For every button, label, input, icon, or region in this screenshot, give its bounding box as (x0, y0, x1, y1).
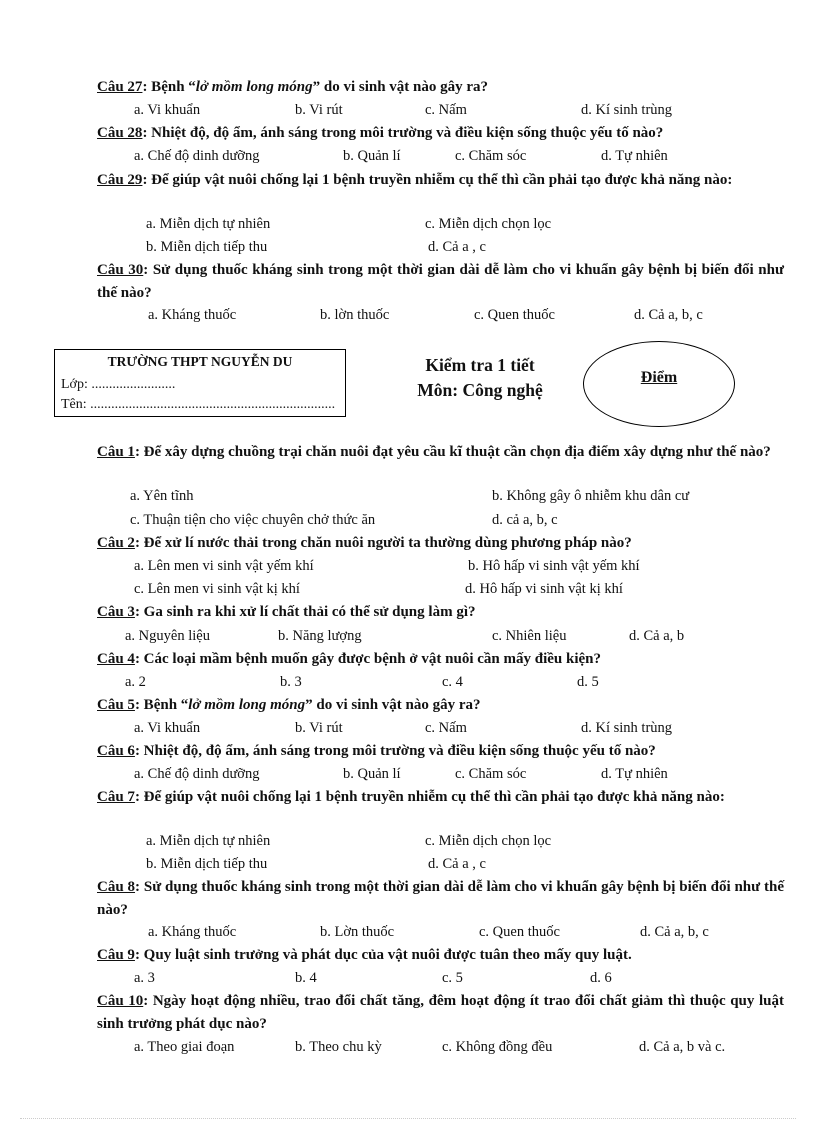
option[interactable]: d. Cả a, b và c. (639, 1039, 726, 1055)
question-6: Câu 6: Nhiệt độ, độ ẩm, ánh sáng trong môi trường và điều kiện sống thuộc yếu tố nào? (97, 743, 656, 759)
option[interactable]: c. 4 (442, 674, 463, 690)
question-3: Câu 3: Ga sinh ra khi xử lí chất thải có thể sử dụng làm gì? (97, 604, 476, 620)
option[interactable]: c. Quen thuốc (479, 924, 560, 940)
options-7b (0, 853, 700, 876)
option[interactable]: a. Kháng thuốc (148, 924, 237, 940)
option[interactable]: c. Miễn dịch chọn lọc (425, 833, 552, 849)
question-2: Câu 2: Để xử lí nước thải trong chăn nuôi người ta thường dùng phương pháp nào? (97, 535, 632, 551)
option[interactable]: c. Miễn dịch chọn lọc (425, 216, 552, 232)
option[interactable]: c. Không đồng đều (442, 1039, 553, 1055)
option[interactable]: d. Cả a , c (428, 239, 486, 255)
question-4: Câu 4: Các loại mầm bệnh muốn gây được bệnh ở vật nuôi cần mấy điều kiện? (97, 651, 602, 667)
option[interactable]: a. Vi khuẩn (134, 102, 201, 118)
option[interactable]: b. Quản lí (343, 148, 401, 164)
option[interactable]: b. Miễn dịch tiếp thu (146, 239, 268, 255)
option[interactable]: a. Lên men vi sinh vật yếm khí (134, 558, 314, 574)
options-7a (0, 830, 700, 853)
question-10: Câu 10: Ngày hoạt động nhiều, trao đổi chất tăng, đêm hoạt động ít trao đổi chất giảm thì thuộc quy luật sinh trưởng phát dục nào? (97, 993, 784, 1032)
option[interactable]: a. Chế độ dinh dưỡng (134, 766, 260, 782)
option[interactable]: b. lờn thuốc (320, 307, 390, 323)
question-5: Câu 5: Bệnh “lở mồm long móng” do vi sinh vật nào gây ra? (97, 697, 481, 713)
exam-title: Kiểm tra 1 tiết (425, 355, 535, 375)
option[interactable]: b. Quản lí (343, 766, 401, 782)
options-1b (0, 509, 700, 532)
score-label: Điểm (640, 369, 678, 386)
options-9 (0, 967, 700, 990)
options-4 (0, 671, 700, 694)
options-30 (0, 304, 703, 327)
options-1a (0, 485, 700, 508)
options-2b (0, 578, 700, 601)
option[interactable]: b. Năng lượng (278, 628, 362, 644)
score-oval[interactable] (583, 341, 735, 427)
question-7: Câu 7: Để giúp vật nuôi chống lại 1 bệnh truyền nhiễm cụ thể thì cần phải tạo được khả năng nào: (97, 789, 725, 805)
option[interactable]: a. 2 (125, 674, 146, 690)
options-5 (0, 717, 700, 740)
option[interactable]: c. Nhiên liệu (492, 628, 567, 644)
school-name: TRƯỜNG THPT NGUYỄN DU (107, 354, 293, 369)
option[interactable]: b. Lờn thuốc (320, 924, 395, 940)
option[interactable]: d. Cả a , c (428, 856, 486, 872)
option[interactable]: c. Nấm (425, 720, 467, 736)
options-29a (0, 213, 700, 236)
option[interactable]: d. cả a, b, c (492, 512, 558, 528)
option[interactable]: b. Không gây ô nhiễm khu dân cư (492, 488, 690, 504)
option[interactable]: d. Cả a, b (629, 628, 685, 644)
question-30: Câu 30: Sử dụng thuốc kháng sinh trong một thời gian dài dễ làm cho vi khuẩn gây bệnh bị biến đổi như thế nào? (97, 262, 784, 301)
option[interactable]: a. Chế độ dinh dưỡng (134, 148, 260, 164)
option[interactable]: c. Chăm sóc (455, 766, 527, 782)
option[interactable]: c. Thuận tiện cho việc chuyên chở thức ăn (130, 512, 376, 528)
options-6 (0, 763, 700, 786)
option[interactable]: d. Cả a, b, c (640, 924, 709, 940)
option[interactable]: d. Tự nhiên (601, 148, 668, 164)
option[interactable]: a. Kháng thuốc (148, 307, 237, 323)
option[interactable]: d. Kí sinh trùng (581, 102, 673, 118)
option[interactable]: c. Quen thuốc (474, 307, 555, 323)
option[interactable]: d. Kí sinh trùng (581, 720, 673, 736)
option[interactable]: d. 5 (577, 674, 599, 690)
class-field[interactable]: Lớp: ........................ (61, 377, 176, 392)
option[interactable]: b. Vi rút (295, 720, 343, 736)
question-27: Câu 27: Bệnh “lở mồm long móng” do vi sinh vật nào gây ra? (97, 79, 489, 95)
option[interactable]: a. Nguyên liệu (125, 628, 210, 644)
question-28: Câu 28: Nhiệt độ, độ ẩm, ánh sáng trong môi trường và điều kiện sống thuộc yếu tố nào? (97, 125, 664, 141)
options-10 (0, 1036, 726, 1059)
option[interactable]: b. 4 (295, 970, 317, 986)
exam-subject: Môn: Công nghệ (417, 380, 543, 400)
option[interactable]: a. Miễn dịch tự nhiên (146, 833, 271, 849)
option[interactable]: d. Hô hấp vi sinh vật kị khí (465, 581, 623, 597)
options-27 (0, 99, 700, 122)
option[interactable]: a. Yên tĩnh (130, 488, 194, 504)
options-29b (0, 236, 700, 259)
options-2a (0, 555, 700, 578)
option[interactable]: c. Chăm sóc (455, 148, 527, 164)
option[interactable]: a. 3 (134, 970, 155, 986)
option[interactable]: b. Vi rút (295, 102, 343, 118)
option[interactable]: a. Miễn dịch tự nhiên (146, 216, 271, 232)
option[interactable]: c. Lên men vi sinh vật kị khí (134, 581, 300, 597)
question-29: Câu 29: Để giúp vật nuôi chống lại 1 bệnh truyền nhiễm cụ thể thì cần phải tạo được khả năng nào: (97, 172, 733, 188)
options-8 (0, 921, 709, 944)
option[interactable]: b. Miễn dịch tiếp thu (146, 856, 268, 872)
option[interactable]: a. Theo giai đoạn (134, 1039, 235, 1055)
option[interactable]: a. Vi khuẩn (134, 720, 201, 736)
options-3 (0, 625, 700, 648)
option[interactable]: d. Tự nhiên (601, 766, 668, 782)
question-9: Câu 9: Quy luật sinh trưởng và phát dục của vật nuôi được tuân theo mấy quy luật. (97, 947, 632, 963)
option[interactable]: b. 3 (280, 674, 302, 690)
name-field[interactable]: Tên: ...................................................................... (61, 397, 336, 412)
question-1: Câu 1: Để xây dựng chuồng trại chăn nuôi đạt yêu cầu kĩ thuật cần chọn địa điểm xây dựng như thế nào? (97, 444, 771, 460)
option[interactable]: c. 5 (442, 970, 463, 986)
option[interactable]: b. Hô hấp vi sinh vật yếm khí (468, 558, 640, 574)
student-info-box (54, 349, 346, 417)
options-28 (0, 145, 700, 168)
option[interactable]: c. Nấm (425, 102, 467, 118)
option[interactable]: b. Theo chu kỳ (295, 1039, 382, 1055)
question-8: Câu 8: Sử dụng thuốc kháng sinh trong một thời gian dài dễ làm cho vi khuẩn gây bệnh bị biến đổi như thế nào? (97, 879, 784, 918)
option[interactable]: d. 6 (590, 970, 612, 986)
page-bottom-divider (20, 1118, 796, 1119)
option[interactable]: d. Cả a, b, c (634, 307, 703, 323)
